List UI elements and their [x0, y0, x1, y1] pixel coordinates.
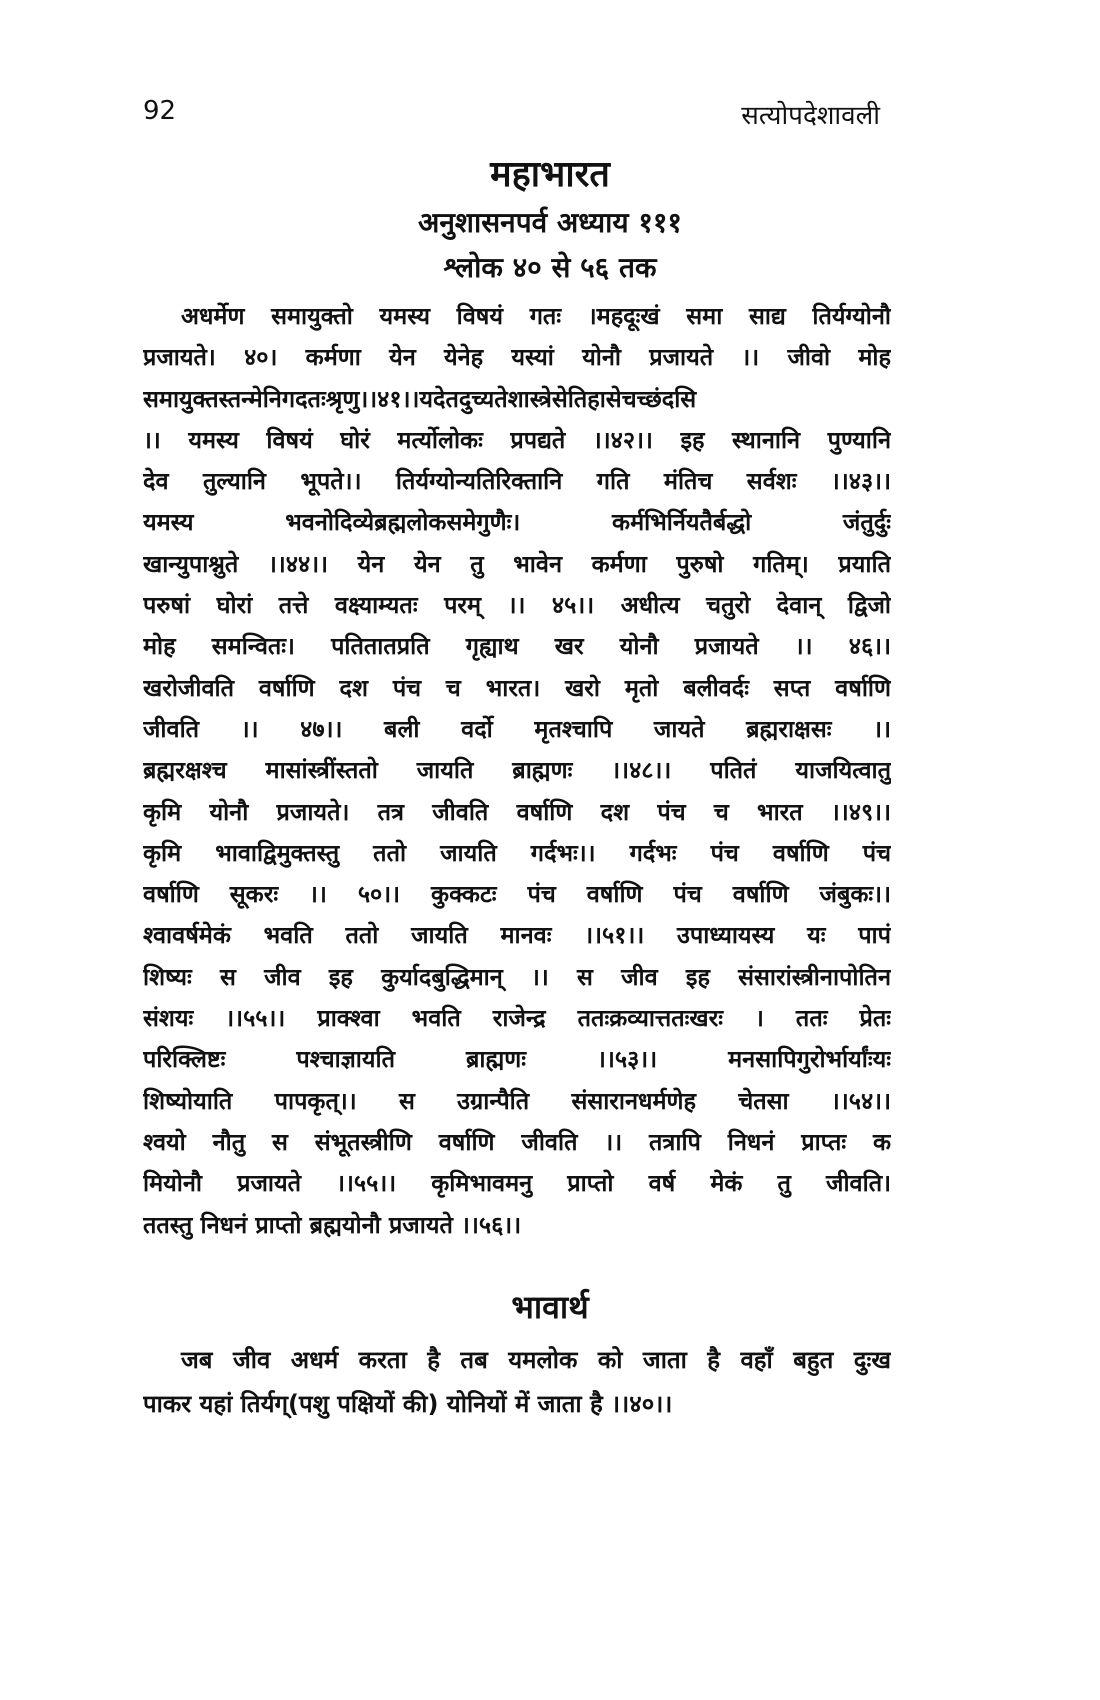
shloka-line: जीवति ।। ४७।। बली वर्दो मृतश्चापि जायते ब्रह्मराक्षसः ।।: [143, 714, 891, 743]
shloka-line: यमस्य भवनोदिव्येब्रह्मलोकसमेगुणैः। कर्मभिर्नियतैर्बद्धो जंतुर्दुः: [143, 508, 891, 537]
shloka-line: परुषां घोरां तत्ते वक्ष्याम्यतः परम् ।। ४५।। अधीत्य चतुरो देवान् द्विजो: [143, 591, 891, 620]
meaning-block: [143, 1338, 891, 1426]
shloka-line: कृमि योनौ प्रजायते। तत्र जीवति वर्षाणि दश पंच च भारत ।।४९।।: [143, 797, 891, 826]
shloka-line: खरोजीवति वर्षाणि दश पंच च भारत। खरो मृतो बलीवर्दः सप्त वर्षाणि: [143, 673, 891, 702]
meaning-line: पाकर यहां तिर्यग्(पशु पक्षियों की) योनियों में जाता है ।।४०।।: [143, 1390, 673, 1418]
shloka-line: प्रजायते। ४०। कर्मणा येन येनेह यस्यां योनौ प्रजायते ।। जीवो मोह: [143, 343, 891, 372]
shloka-line: देव तुल्यानि भूपते।। तिर्यग्योन्यतिरिक्तानि गति मंतिच सर्वशः ।।४३।।: [143, 467, 891, 496]
subtitle-chapter: अनुशासनपर्व अध्याय १११: [418, 206, 682, 239]
shloka-line: कृमि भावाद्विमुक्तस्तु ततो जायति गर्दभः।। गर्दभः पंच वर्षाणि पंच: [143, 838, 891, 867]
page-title: महाभारत: [490, 154, 610, 195]
shloka-line: ततस्तु निधनं प्राप्तो ब्रह्मयोनौ प्रजायते ।।५६।।: [143, 1210, 522, 1239]
shloka-line: ।। यमस्य विषयं घोरं मर्त्योलोकः प्रपद्यते ।।४२।। इह स्थानानि पुण्यानि: [143, 425, 891, 454]
shloka-line: वर्षाणि सूकरः ।। ५०।। कुक्कटः पंच वर्षाणि पंच वर्षाणि जंबुकः।।: [143, 880, 891, 909]
shloka-line: श्वयो नौतु स संभूतस्त्रीणि वर्षाणि जीवति ।। तत्रापि निधनं प्राप्तः क: [143, 1127, 891, 1156]
shloka-line: मोह समन्वितः। पतितातप्रति गृह्याथ खर योनौ प्रजायते ।। ४६।।: [143, 632, 891, 661]
shloka-line: संशयः ।।५५।। प्राक्श्वा भवति राजेन्द्र ततःक्रव्यात्ततःखरः । ततः प्रेतः: [143, 1004, 891, 1033]
page-number: 92: [143, 96, 177, 126]
subtitle-verse-range: श्लोक ४० से ५६ तक: [443, 251, 657, 284]
shloka-block: [143, 296, 891, 1246]
running-title: सत्योपदेशावली: [741, 101, 880, 131]
meaning-line: जब जीव अधर्म करता है तब यमलोक को जाता है वहाँ बहुत दुःख: [181, 1346, 891, 1374]
shloka-line: मियोनौ प्रजायते ।।५५।। कृमिभावमनु प्राप्तो वर्ष मेकं तु जीवति।: [143, 1169, 891, 1198]
shloka-line: ब्रह्मरक्षश्च मासांस्त्रींस्ततो जायति ब्राह्मणः ।।४८।। पतितं याजयित्वातु: [143, 756, 891, 785]
shloka-line: समायुक्तस्तन्मेनिगदतःश्रृणु।।४१।।यदेतदुच्यतेशास्त्रेसेतिहासेचच्छंदसि: [143, 384, 697, 413]
shloka-line: परिक्लिष्टः पश्चाज्ञायति ब्राह्मणः ।।५३।। मनसापिगुरोर्भार्यांःयः: [143, 1045, 891, 1074]
shloka-line: श्वावर्षमेकं भवति ततो जायति मानवः ।।५१।। उपाध्यायस्य यः पापं: [143, 921, 891, 950]
shloka-line: अधर्मेण समायुक्तो यमस्य विषयं गतः ।महदूःखं समा साद्य तिर्यग्योनौ: [181, 302, 891, 330]
shloka-line: खान्युपाश्नुते ।।४४।। येन येन तु भावेन कर्मणा पुरुषो गतिम्। प्रयाति: [143, 549, 891, 578]
bhavartha-heading: भावार्थ: [511, 1288, 589, 1326]
shloka-line: शिष्यः स जीव इह कुर्यादबुद्धिमान् ।। स जीव इह संसारांस्त्रीनापोतिन: [143, 962, 891, 991]
shloka-line: शिष्योयाति पापकृत्।। स उग्रान्पैति संसारानधर्मणेह चेतसा ।।५४।।: [143, 1086, 891, 1115]
